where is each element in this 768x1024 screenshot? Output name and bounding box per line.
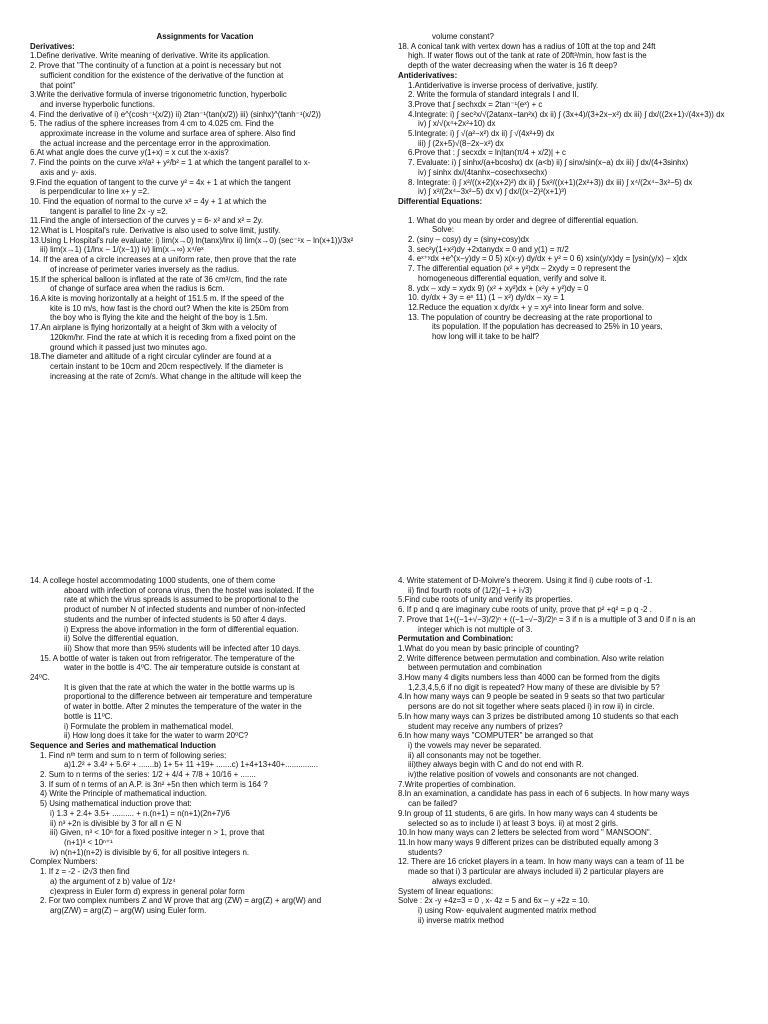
text-line: 2. Prove that "The continuity of a function at a point is necessary but not	[30, 61, 282, 71]
text-line: i) using Row- equivalent augmented matrix method	[418, 905, 597, 915]
text-line: ii) Solve the differential equation.	[64, 634, 179, 644]
text-line: 1.Antiderivative is inverse process of derivative, justify.	[408, 80, 599, 90]
text-line: 7.Write properties of combination.	[398, 779, 516, 789]
text-line: 4) Write the Principle of mathematical induction.	[40, 789, 207, 799]
text-line: 11.Find the angle of intersection of the curves y = 6- x² and x² = 2y.	[30, 216, 264, 226]
text-line: 5.In how many ways can 3 prizes be distributed among 10 students so that each	[398, 711, 679, 721]
text-line: 13. The population of country be decreasing at the rate proportional to	[408, 312, 653, 322]
text-line: axis and y- axis.	[40, 167, 97, 177]
text-line: (n+1)³ < 10ⁿ⁺¹	[64, 837, 113, 847]
text-line: volume constant?	[432, 32, 494, 41]
text-line: 6.Prove that : ∫ secxdx = ln|tan(π/4 + x/2)| + c	[408, 148, 566, 158]
text-line: 4. eˣ⁺ʸdx +e^(x−y)dy = 0 5) x(x-y) dy/dx + y² = 0 6) xsin(y/x)dy = [ysin(y/x) – x]dx	[408, 254, 688, 264]
text-line: of change of surface area when the radius is 6cm.	[50, 284, 225, 294]
text-line: 14. If the area of a circle increases at a uniform rate, then prove that the rate	[30, 255, 297, 265]
text-line: 10.In how many ways can 2 letters be selected from word " MANSOON".	[398, 828, 652, 838]
text-line: is perpendicular to line x+ y =2.	[40, 187, 150, 197]
text-line: 7. The differential equation (x² + y²)dx – 2xydy = 0 represent the	[408, 264, 631, 274]
text-line: certain instant to be 10cm and 20cm respectively. If the diameter is	[50, 361, 284, 371]
text-line: 1. If z = -2 - i2√3 then find	[40, 867, 130, 877]
section-heading: Permutation and Combination:	[398, 634, 514, 644]
text-line: iv) n(n+1)(n+2) is divisible by 6, for all positive integers n.	[50, 847, 250, 857]
text-line: 1. What do you mean by order and degree of differential equation.	[408, 215, 639, 225]
section-heading: Sequence and Series and mathematical Induction	[30, 740, 216, 750]
text-line: 6.In how many ways "COMPUTER" be arranged so that	[398, 731, 594, 741]
text-line: System of linear equations:	[398, 886, 494, 896]
text-line: i) 1.3 + 2.4+ 3.5+ .......... + n.(n+1) = n(n+1)(2n+7)/6	[50, 808, 230, 818]
text-line: 3. If sum of n terms of an A.P. is 3n² +5n then which term is 164 ?	[40, 779, 268, 789]
text-line: kite is 10 m/s, how fast is the chord out? When the kite is 250m from	[50, 303, 289, 313]
text-line: of water in bottle. After 2 minutes the temperature of the water in the	[64, 702, 302, 712]
text-line: 5.Find cube roots of unity and verify its properties.	[398, 595, 573, 605]
text-line: rate at which the virus spreads is assumed to be proportional to the	[64, 595, 299, 605]
text-line: iii) Given, n³ < 10ⁿ for a fixed positive integer n > 1, prove that	[50, 828, 265, 838]
page-title: Assignments for Vacation	[156, 32, 254, 41]
text-line: 9.Find the equation of tangent to the curve y² = 4x + 1 at which the tangent	[30, 177, 291, 187]
text-line: 1. Find nᵗʰ term and sum to n term of following series:	[40, 750, 227, 760]
text-line: 2. For two complex numbers Z and W prove that arg (ZW) = arg(Z) + arg(W) and	[40, 896, 322, 906]
text-line: 7. Find the points on the curve x²/a² + y²/b² = 1 at which the tangent parallel to x-	[30, 158, 311, 168]
text-line: depth of the water decreasing when the water is 16 ft deep?	[408, 61, 618, 71]
text-line: 1.What do you mean by basic principle of counting?	[398, 643, 579, 653]
text-line: arg(Z/W) = arg(Z) – arg(W) using Euler form.	[50, 905, 207, 915]
text-line: proportional to the difference between air temperature and temperature	[64, 692, 313, 702]
text-line: aboard with infection of corona virus, then the hostel was isolated. If the	[64, 585, 315, 595]
text-line: that point"	[40, 80, 76, 90]
text-line: 9.In group of 11 students, 6 are girls. In how many ways can 4 students be	[398, 808, 658, 818]
text-line: integer which is not multiple of 3.	[418, 624, 533, 634]
text-line: 6. If p and q are imaginary cube roots of unity, prove that p² +q² = p q -2 .	[398, 605, 652, 615]
text-line: the boy who is flying the kite and the height of the boy is 1.5m.	[50, 313, 268, 323]
text-line: iii) lim(x→1) (1/lnx − 1/(x−1)) iv) lim(x→∞) x⁴/eˣ	[40, 245, 204, 255]
text-line: a) the argument of z b) value of 1/z⁴	[50, 876, 176, 886]
text-line: made so that i) 3 particular are always included ii) 2 particular players are	[408, 867, 664, 877]
text-line: 5.Integrate: i) ∫ √(a²−x²) dx ii) ∫ √(4x²+9) dx	[408, 129, 555, 139]
text-line: 4. Write statement of D-Moivre's theorem. Using it find i) cube roots of -1.	[398, 576, 653, 585]
text-line: tangent is parallel to line 2x -y =2.	[50, 206, 168, 216]
text-line: i) Formulate the problem in mathematical model.	[64, 721, 234, 731]
text-line: iii) Show that more than 95% students will be infected after 10 days.	[64, 643, 301, 653]
text-line: Complex Numbers:	[30, 857, 98, 867]
text-line: students and the number of infected students is 50 after 4 days.	[64, 614, 287, 624]
text-line: 2. Sum to n terms of the series: 1/2 + 4/4 + 7/8 + 10/16 + .......	[40, 770, 256, 780]
text-line: 16.A kite is moving horizontally at a height of 151.5 m. If the speed of the	[30, 293, 284, 303]
text-line: how long will it take to be half?	[432, 332, 540, 342]
text-line: sufficient condition for the existence of the derivative of the function at	[40, 70, 284, 80]
text-line: 14. A college hostel accommodating 1000 students, one of them come	[30, 576, 276, 585]
text-line: 12.Reduce the equation x dy/dx + y = xy² into linear form and solve.	[408, 302, 644, 312]
text-line: selected so as to include i) at least 3 boys. ii) at most 2 girls.	[408, 818, 619, 828]
text-line: 18. A conical tank with vertex down has a radius of 10ft at the top and 24ft	[398, 41, 656, 51]
text-line: c)express in Euler form d) express in general polar form	[50, 886, 245, 896]
text-line: iv) ∫ x²/(2x⁴−3x²−5) dx v) ∫ dx/((x−2)²(x+1)³)	[418, 187, 567, 197]
text-line: and inverse hyperbolic functions.	[40, 99, 155, 109]
text-line: Solve:	[432, 225, 454, 235]
text-line: 120km/hr. Find the rate at which it is receding from a fixed point on the	[50, 332, 296, 342]
text-line: iv) ∫ sinhx dx/(4tanhx−cosechxsechx)	[418, 167, 548, 177]
text-line: ii) find fourth roots of (1/2)(−1 + i√3)	[408, 585, 533, 595]
text-line: 5) Using mathematical induction prove that:	[40, 799, 192, 809]
text-line: 2. Write difference between permutation and combination. Also write relation	[398, 653, 664, 663]
text-line: ii) n³ +2n is divisible by 3 for all n ∈ N	[50, 818, 182, 828]
text-line: ii) inverse matrix method	[418, 915, 504, 925]
page-1-left-column	[30, 32, 380, 381]
text-line: a)1.2² + 3.4² + 5.6² + .......b) 1+ 5+ 11 +19+ .......c) 1+4+13+40+...............	[64, 760, 319, 770]
text-line: 15.If the spherical balloon is inflated at the rate of 36 cm³/cm, find the rate	[30, 274, 288, 284]
text-line: 12. There are 16 cricket players in a team. In how many ways can a team of 11 be	[398, 857, 685, 867]
text-line: water in the bottle is 4⁰C. The air temperature outside is constant at	[64, 663, 300, 673]
text-line: 1,2,3,4,5,6 if no digit is repeated? How many of these are divisible by 5?	[408, 682, 660, 692]
page-2-left-column	[30, 576, 380, 916]
text-line: students?	[408, 847, 443, 857]
text-line: ground which it passed just two minutes ago.	[50, 342, 208, 352]
text-line: iii) ∫ (2x+5)√(8−2x−x²) dx	[418, 138, 504, 148]
text-line: high. If water flows out of the tank at rate of 20ft³/min, how fast is the	[408, 51, 647, 61]
page-1-right-column	[398, 32, 748, 342]
text-line: 10. Find the equation of normal to the curve x² = 4y + 1 at which the	[30, 196, 267, 206]
text-line: 3. sec²y(1+x²)dy +2xtanydx = 0 and y(1) = π/2	[408, 244, 569, 254]
text-line: approximate increase in the volume and surface area of sphere. Also find	[40, 129, 296, 139]
text-line: 13.Using L Hospital's rule evaluate: i) lim(x→0) ln(tanx)/lnx ii) lim(x→0) (sec⁻¹x − ln(x+1))/3x²	[30, 235, 354, 245]
text-line: bottle is 11⁰C.	[64, 711, 113, 721]
text-line: of increase of perimeter varies inversely as the radius.	[50, 264, 240, 274]
text-line: homogeneous differential equation, verify and solve it.	[418, 273, 607, 283]
text-line: i) Express the above information in the form of differential equation.	[64, 624, 299, 634]
text-line: product of number N of infected students and number of non-infected	[64, 605, 306, 615]
text-line: 6.At what angle does the curve y(1+x) = x cut the x-axis?	[30, 148, 229, 158]
text-line: between permutation and combination	[408, 663, 542, 673]
text-line: 3.How many 4 digits numbers less than 4000 can be formed from the digits	[398, 673, 660, 683]
text-line: its population. If the population has decreased to 25% in 10 years,	[432, 322, 663, 332]
text-line: 8.In an examination, a candidate has pass in each of 6 subjects. In how many ways	[398, 789, 690, 799]
text-line: iv)the relative position of vowels and consonants are not changed.	[408, 770, 639, 780]
text-line: Solve : 2x -y +4z=3 = 0 , x- 4z = 5 and 6x – y +2z = 10.	[398, 896, 590, 906]
text-line: iv) ∫ x/√(x⁴+2x²+10) dx	[418, 119, 496, 129]
text-line: 18.The diameter and altitude of a right circular cylinder are found at a	[30, 352, 272, 362]
text-line: 4.In how many ways can 9 people be seated in 9 seats so that two particular	[398, 692, 665, 702]
text-line: 5. The radius of the sphere increases from 4 cm to 4.025 cm. Find the	[30, 119, 274, 129]
text-line: 7. Prove that 1+((−1+√−3)/2)ⁿ + ((−1−√−3)/2)ⁿ = 3 if n is a multiple of 3 and 0 if n is an	[398, 614, 696, 624]
text-line: 2. (siny – cosy) dy = (siny+cosy)dx	[408, 235, 530, 245]
section-heading: Differential Equations:	[398, 196, 483, 206]
text-line: 24⁰C.	[30, 673, 50, 683]
text-line: 12.What is L Hospital's rule. Derivative is also used to solve limit, justify.	[30, 226, 281, 236]
text-line: persons are do not sit together where seats placed i) in row ii) in circle.	[408, 702, 655, 712]
text-line: 7. Evaluate: i) ∫ sinhx/(a+bcoshx) dx (a<b) ii) ∫ sinx/sin(x−a) dx iii) ∫ dx/(4+3sinhx)	[408, 158, 689, 168]
text-line: can be failed?	[408, 799, 458, 809]
section-heading: Derivatives:	[30, 41, 75, 51]
assignment-page-2	[0, 562, 768, 1024]
text-line: 17.An airplane is flying horizontally at a height of 3km with a velocity of	[30, 323, 277, 333]
text-line: 3.Write the derivative formula of inverse trigonometric function, hyperbolic	[30, 90, 287, 100]
text-line: 8. Integrate: i) ∫ x²/((x+2)(x+2)²) dx ii) ∫ 5x²/((x+1)(2x²+3)) dx iii) ∫ x⁴/(2x⁴−3x²−5) dx	[408, 177, 693, 187]
text-line: 10. dy/dx + 3y = eˣ 11) (1 – x²) dy/dx – xy = 1	[408, 293, 565, 303]
section-heading: Antiderivatives:	[398, 70, 458, 80]
text-line: 11.In how many ways 9 different prizes can be distributed equally among 3	[398, 837, 659, 847]
text-line: 3.Prove that ∫ sechxdx = 2tan⁻¹(eˣ) + c	[408, 99, 543, 109]
text-line: 4.Integrate: i) ∫ sec²x/√(2atanx−tan²x) dx ii) ∫ (3x+4)/(3+2x−x²) dx iii) ∫ dx/((2x+1)√(4x+3)) dx	[408, 109, 725, 119]
text-line: always excluded.	[432, 876, 493, 886]
text-line: ii) all consonants may not be together.	[408, 750, 541, 760]
text-line: 2. Write the formula of standard integrals I and II.	[408, 90, 579, 100]
text-line: student may receive any numbers of prizes?	[408, 721, 563, 731]
text-line: 15. A bottle of water is taken out from refrigerator. The temperature of the	[40, 653, 295, 663]
text-line	[398, 207, 748, 216]
text-line: ii) How long does it take for the water to warm 20⁰C?	[64, 731, 249, 741]
text-line: 8. ydx – xdy = xydx 9) (x² + xy²)dx + (x²y + y²)dy = 0	[408, 283, 589, 293]
page-2-right-column	[398, 576, 750, 925]
text-line: 1.Define derivative. Write meaning of derivative. Write its application.	[30, 51, 271, 61]
text-line: It is given that the rate at which the water in the bottle warms up is	[64, 682, 295, 692]
text-line: the actual increase and the percentage error in the approximation.	[40, 138, 271, 148]
text-line: increasing at the rate of 2cm/s. What change in the altitude will keep the	[50, 371, 302, 381]
text-line: 4. Find the derivative of i) e^(cosh⁻¹(x/2)) ii) 2tan⁻¹(tan(x/2)) iii) (sinhx)^(tanh⁻¹(x/2))	[30, 109, 321, 119]
text-line: iii)they always begin with C and do not end with R.	[408, 760, 584, 770]
text-line: i) the vowels may never be separated.	[408, 740, 542, 750]
